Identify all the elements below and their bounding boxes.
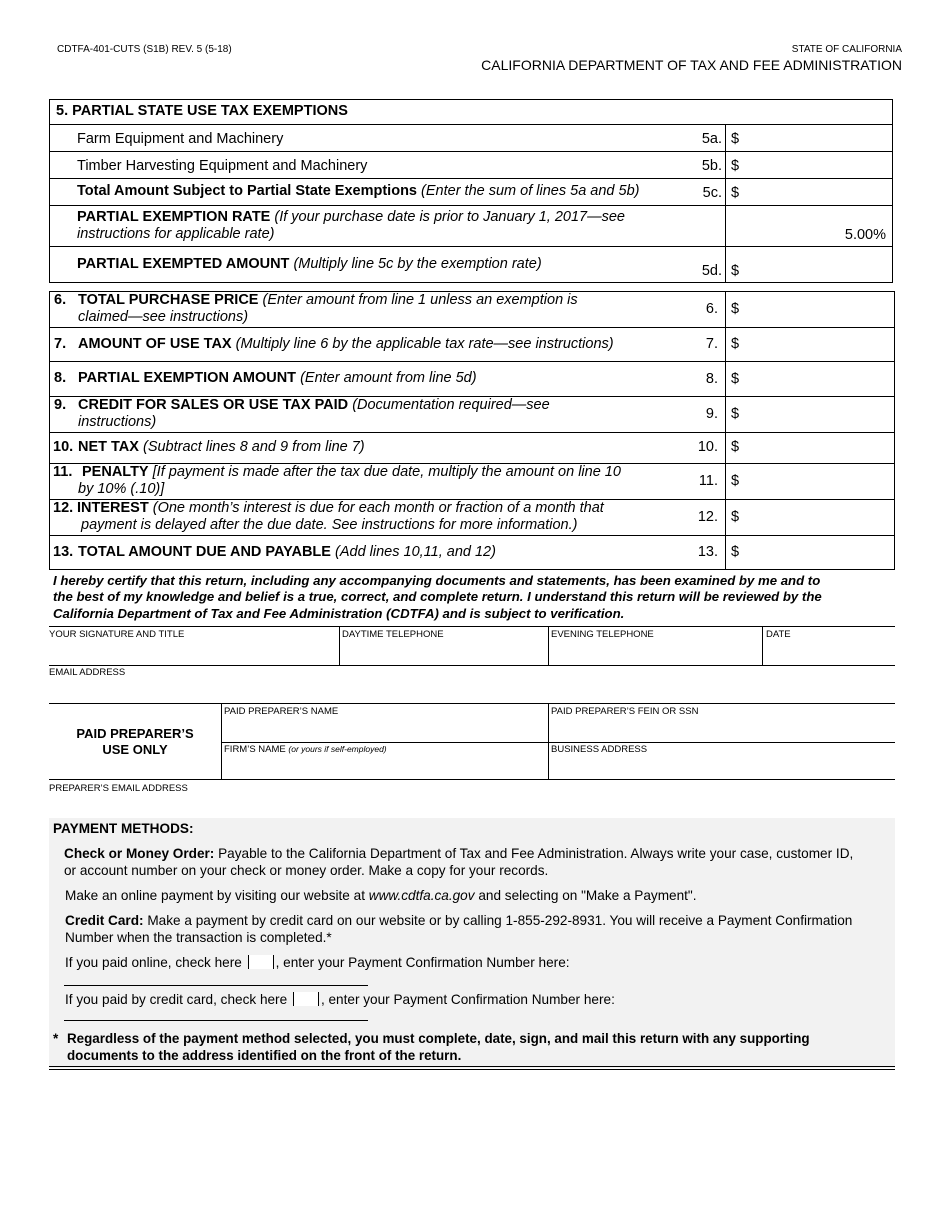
row-5c-line: 5c. bbox=[702, 185, 722, 201]
exempted-label-bold: PARTIAL EXEMPTED AMOUNT bbox=[77, 256, 290, 272]
line-13-bold: TOTAL AMOUNT DUE AND PAYABLE bbox=[78, 544, 331, 560]
state-label: STATE OF CALIFORNIA bbox=[791, 44, 902, 55]
business-address-field[interactable]: BUSINESS ADDRESS bbox=[551, 744, 648, 755]
line-10-line: 10. bbox=[697, 439, 718, 455]
line-6-amount[interactable]: $ bbox=[731, 301, 740, 317]
line-8-num: 8. bbox=[54, 370, 67, 386]
preparer-fein-field[interactable]: PAID PREPARER’S FEIN OR SSN bbox=[551, 706, 699, 717]
line-10-label bbox=[78, 439, 365, 456]
check-money-order-line-1: Payable to the California Department of Tax and Fee Administration. Always write your case, customer ID, bbox=[218, 846, 854, 861]
line-12-num: 12. bbox=[53, 500, 74, 516]
signature-title-field[interactable]: YOUR SIGNATURE AND TITLE bbox=[49, 629, 185, 640]
line-12-amount[interactable]: $ bbox=[731, 509, 740, 525]
rate-value: 5.00% bbox=[844, 227, 886, 243]
row-5c-amount[interactable]: $ bbox=[731, 185, 740, 201]
line-8-line: 8. bbox=[705, 371, 718, 387]
payment-note-line-2: documents to the address identified on the front of the return. bbox=[67, 1048, 462, 1063]
exempted-label bbox=[77, 256, 542, 273]
line-9-text2: instructions) bbox=[78, 414, 157, 430]
line-12-label bbox=[77, 500, 687, 534]
row-5c-label-bold: Total Amount Subject to Partial State Exemptions bbox=[77, 183, 417, 199]
line-8-label bbox=[78, 370, 477, 387]
check-money-order-text bbox=[64, 845, 889, 879]
line-6-text1: (Enter amount from line 1 unless an exemption is bbox=[262, 292, 578, 308]
evening-telephone-field[interactable]: EVENING TELEPHONE bbox=[551, 629, 654, 640]
line-9-text1: (Documentation required—see bbox=[352, 397, 550, 413]
line-12-text1: (One month’s interest is due for each month or fraction of a month that bbox=[152, 500, 604, 516]
payment-methods-title: PAYMENT METHODS: bbox=[53, 821, 194, 836]
firm-name-note: (or yours if self-employed) bbox=[288, 744, 387, 754]
line-10-bold: NET TAX bbox=[78, 439, 139, 455]
line-12-bold: INTEREST bbox=[77, 500, 149, 516]
line-13-amount[interactable]: $ bbox=[731, 544, 740, 560]
online-payment-post: and selecting on "Make a Payment". bbox=[478, 888, 697, 903]
rate-label-note-2: instructions for applicable rate) bbox=[77, 226, 275, 242]
row-5b-amount[interactable]: $ bbox=[731, 158, 740, 174]
line-7-bold: AMOUNT OF USE TAX bbox=[78, 336, 232, 352]
line-11-num: 11. bbox=[53, 464, 73, 480]
form-id: CDTFA-401-CUTS (S1B) REV. 5 (5-18) bbox=[57, 44, 232, 55]
row-5a-label: Farm Equipment and Machinery bbox=[77, 131, 284, 147]
line-12-text2: payment is delayed after the due date. See instructions for more information.) bbox=[81, 517, 578, 533]
rate-label-note-1: (If your purchase date is prior to January 1, 2017—see bbox=[274, 209, 625, 225]
date-field[interactable]: DATE bbox=[766, 629, 791, 640]
line-7-line: 7. bbox=[705, 336, 718, 352]
credit-card-bold: Credit Card: bbox=[65, 913, 144, 928]
line-13-label bbox=[78, 544, 496, 561]
department-name: CALIFORNIA DEPARTMENT OF TAX AND FEE ADMINISTRATION bbox=[481, 57, 902, 73]
certification-line-1: I hereby certify that this return, including any accompanying documents and statements, has been examined by me and to bbox=[53, 573, 821, 588]
line-10-num: 10. bbox=[53, 439, 74, 455]
paid-preparer-title-2: USE ONLY bbox=[102, 742, 168, 757]
preparer-name-field[interactable]: PAID PREPARER’S NAME bbox=[224, 706, 339, 717]
line-7-label bbox=[78, 336, 614, 353]
row-5a-line: 5a. bbox=[701, 131, 722, 147]
paid-credit-row bbox=[65, 991, 615, 1008]
line-8-text1: (Enter amount from line 5d) bbox=[300, 370, 477, 386]
line-13-line: 13. bbox=[697, 544, 718, 560]
daytime-telephone-field[interactable]: DAYTIME TELEPHONE bbox=[342, 629, 444, 640]
row-5a-amount[interactable]: $ bbox=[731, 131, 740, 147]
rate-label bbox=[77, 209, 717, 243]
row-5c-label-note: (Enter the sum of lines 5a and 5b) bbox=[421, 183, 640, 199]
line-7-text1: (Multiply line 6 by the applicable tax rate—see instructions) bbox=[235, 336, 614, 352]
check-money-order-bold: Check or Money Order: bbox=[64, 846, 215, 861]
paid-credit-pre: If you paid by credit card, check here bbox=[65, 992, 288, 1007]
line-9-amount[interactable]: $ bbox=[731, 406, 740, 422]
certification-line-2: the best of my knowledge and belief is a true, correct, and complete return. I understand this return will be reviewed by the bbox=[53, 589, 822, 605]
line-6-num: 6. bbox=[54, 292, 67, 308]
row-5b-line: 5b. bbox=[701, 158, 722, 174]
line-9-bold: CREDIT FOR SALES OR USE TAX PAID bbox=[78, 397, 349, 413]
paid-preparer-title-1: PAID PREPARER’S bbox=[76, 726, 194, 741]
line-8-amount[interactable]: $ bbox=[731, 371, 740, 387]
row-5d-line: 5d. bbox=[701, 263, 722, 279]
online-payment-text bbox=[65, 887, 697, 904]
line-13-num: 13. bbox=[53, 544, 74, 560]
line-11-line: 11. bbox=[698, 473, 718, 489]
line-7-num: 7. bbox=[54, 336, 67, 352]
section5-title: 5. PARTIAL STATE USE TAX EXEMPTIONS bbox=[56, 103, 348, 119]
line-6-bold: TOTAL PURCHASE PRICE bbox=[78, 292, 259, 308]
line-10-amount[interactable]: $ bbox=[731, 439, 740, 455]
line-11-text2: by 10% (.10)] bbox=[78, 481, 165, 497]
row-5d-amount[interactable]: $ bbox=[731, 263, 740, 279]
line-7-amount[interactable]: $ bbox=[731, 336, 740, 352]
bottom-rule-1 bbox=[49, 1066, 895, 1067]
line-8-bold: PARTIAL EXEMPTION AMOUNT bbox=[78, 370, 297, 386]
online-confirmation-number-line[interactable] bbox=[64, 985, 368, 986]
credit-confirmation-number-line[interactable] bbox=[64, 1020, 368, 1021]
row-5b-label: Timber Harvesting Equipment and Machinery bbox=[77, 158, 368, 174]
line-11-label bbox=[78, 464, 692, 498]
credit-card-text bbox=[65, 912, 890, 946]
line-9-line: 9. bbox=[705, 406, 718, 422]
preparer-email-field[interactable]: PREPARER’S EMAIL ADDRESS bbox=[49, 783, 188, 794]
check-money-order-line-2: or account number on your check or money order. Make a copy for your records. bbox=[64, 863, 549, 878]
firm-name-field[interactable] bbox=[224, 744, 387, 755]
paid-online-row bbox=[65, 954, 570, 971]
firm-name-label: FIRM’S NAME bbox=[224, 744, 286, 755]
online-payment-pre: Make an online payment by visiting our website at bbox=[65, 888, 365, 903]
line-11-amount[interactable]: $ bbox=[731, 473, 740, 489]
line-13-text1: (Add lines 10,11, and 12) bbox=[335, 544, 496, 560]
line-6-label bbox=[78, 292, 688, 326]
paid-online-checkbox[interactable] bbox=[248, 955, 274, 969]
credit-card-line-1: Make a payment by credit card on our website or by calling 1-855-292-8931. You will receive a Payment Confirmation bbox=[147, 913, 853, 928]
payment-note-line-1: Regardless of the payment method selected, you must complete, date, sign, and mail this return with any supporting bbox=[67, 1031, 810, 1046]
bottom-rule-2 bbox=[49, 1069, 895, 1070]
line-11-text1: [If payment is made after the tax due date, multiply the amount on line 10 bbox=[152, 464, 621, 480]
line-6-line: 6. bbox=[705, 301, 718, 317]
paid-preparer-title bbox=[50, 726, 220, 758]
rate-label-bold: PARTIAL EXEMPTION RATE bbox=[77, 209, 271, 225]
paid-online-post: , enter your Payment Confirmation Number here: bbox=[275, 955, 570, 970]
line-9-num: 9. bbox=[54, 397, 67, 413]
paid-online-pre: If you paid online, check here bbox=[65, 955, 242, 970]
line-9-label bbox=[78, 397, 688, 431]
credit-card-line-2: Number when the transaction is completed.* bbox=[65, 930, 332, 945]
line-11-bold: PENALTY bbox=[82, 464, 149, 480]
line-6-text2: claimed—see instructions) bbox=[78, 309, 249, 325]
cdtfa-website-link[interactable]: www.cdtfa.ca.gov bbox=[368, 888, 475, 903]
line-12-line: 12. bbox=[697, 509, 718, 525]
row-5c-label bbox=[77, 183, 639, 200]
payment-note bbox=[67, 1030, 887, 1064]
line-10-text1: (Subtract lines 8 and 9 from line 7) bbox=[142, 439, 365, 455]
paid-credit-post: , enter your Payment Confirmation Number here: bbox=[320, 992, 615, 1007]
exempted-label-note: (Multiply line 5c by the exemption rate) bbox=[293, 256, 542, 272]
note-star: * bbox=[53, 1031, 59, 1046]
email-address-field[interactable]: EMAIL ADDRESS bbox=[49, 667, 126, 678]
paid-credit-checkbox[interactable] bbox=[293, 992, 319, 1006]
certification-statement bbox=[53, 573, 893, 622]
certification-line-3: California Department of Tax and Fee Administration (CDTFA) and is subject to verification. bbox=[53, 605, 625, 621]
